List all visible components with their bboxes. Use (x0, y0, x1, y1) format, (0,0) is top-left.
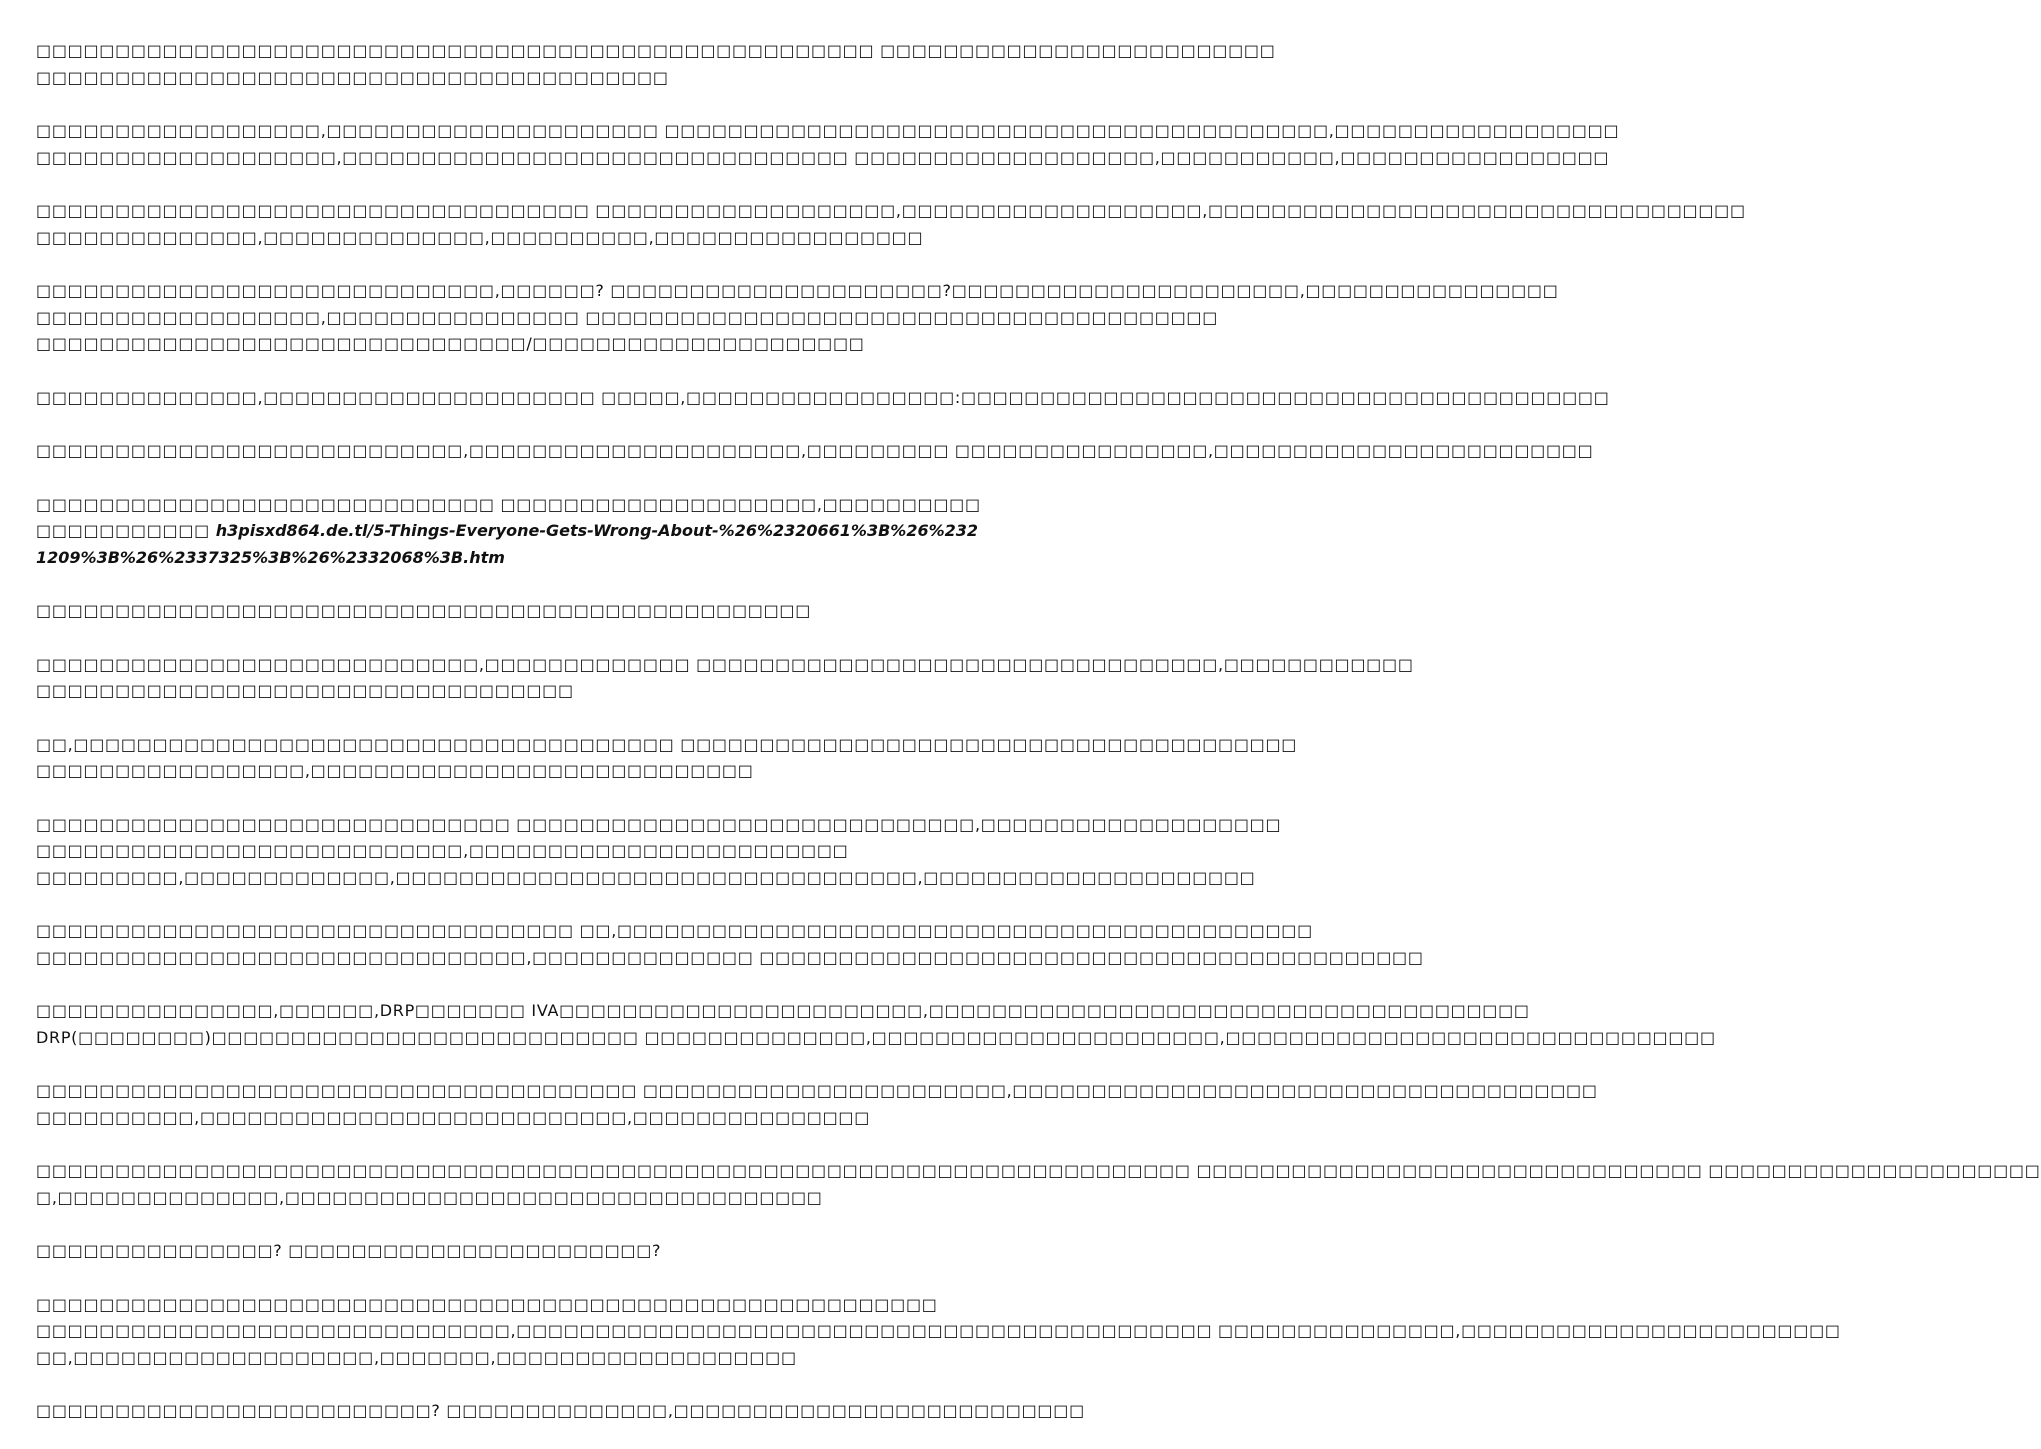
paragraph-line: □□□□□□□□□□□□□□□□□□,□□□□□□□□□□□□□□□□□□□□□ □□□□□□□□□□□□□□□□□□□□□□□□□□□□□□□□□□□□□□□□□□,□□□□□□□□□□□□□□□□□□ (36, 121, 1620, 140)
paragraph-line: □□,□□□□□□□□□□□□□□□□□□□,□□□□□□□,□□□□□□□□□□□□□□□□□□□ (36, 1347, 797, 1367)
paragraph-line: □□□□□□□□□□□□□□□□□□□□□□□□□□□□□,□□□□□□? □□□□□□□□□□□□□□□□□□□□□?□□□□□□□□□□□□□□□□□□□□□□,□□□□□□□□□□□□□□□□ (36, 281, 1559, 300)
paragraph-line: □□□□□□□□□□□□□□□□□,□□□□□□□□□□□□□□□□□□□□□□□□□□□□ (36, 761, 754, 780)
paragraph-line: □□□□□□□□□,□□□□□□□□□□□□□,□□□□□□□□□□□□□□□□□□□□□□□□□□□□□□□□□,□□□□□□□□□□□□□□□□□□□□□ (36, 867, 1256, 887)
paragraph (36, 278, 1559, 358)
paragraph-line: DRP(□□□□□□□□)□□□□□□□□□□□□□□□□□□□□□□□□□□□ □□□□□□□□□□□□□□,□□□□□□□□□□□□□□□□□□□□□□,□□□□□□□□□□□□□□□□□□□□□□□□□□□□□□□ (36, 1027, 1716, 1047)
paragraph-line: □□□□□□□□□□,□□□□□□□□□□□□□□□□□□□□□□□□□□□,□□□□□□□□□□□□□□□ (36, 1107, 871, 1127)
paragraph (36, 438, 1594, 465)
paragraph-line: □□□□□□□□□□□□□□□□□□□□□□□□□□□□□□□□□□□□□□□□□□□□□□□□□□□□□□□□□□□□□□□□□□□□□□□□□ □□□□□□□□□□□□□□□□□□□□□□□□□□□□□□□□ □□□□□□□□□□□□□□□□□□□□□ (36, 1161, 2041, 1180)
paragraph-line: □□,□□□□□□□□□□□□□□□□□□□□□□□□□□□□□□□□□□□□□□ □□□□□□□□□□□□□□□□□□□□□□□□□□□□□□□□□□□□□□□ (36, 734, 1298, 754)
paragraph (36, 492, 988, 572)
paragraph-line: □□□□□□□□□□□□□□□□□□□□□□□□□□□□□□□□□□□□□□□□□□□□□□□□□□□□□ □□□□□□□□□□□□□□□□□□□□□□□□□ (36, 41, 1276, 60)
paragraph-line: □□□□□□□□□□□□□□□? □□□□□□□□□□□□□□□□□□□□□□□? (36, 1241, 662, 1260)
paragraph (36, 198, 1746, 251)
paragraph-line: □□□□□□□□□□□□□□□□□□□□□□□□□□□□□□□□□□□□□□□□□□□□□□□□□□□□□□□□□ (36, 1294, 938, 1314)
paragraph-line: □□□□□□□□□□□□□□□□□□□□□□□□□□□□□□□□□□ □□,□□□□□□□□□□□□□□□□□□□□□□□□□□□□□□□□□□□□□□□□□□□□ (36, 921, 1313, 940)
paragraph (36, 385, 1610, 412)
paragraph-line: □□□□□□□□□□□□□□□□□□□□□□□□□□□□□□□,□□□□□□□□□□□□□□ □□□□□□□□□□□□□□□□□□□□□□□□□□□□□□□□□□□□□□□□□□ (36, 947, 1424, 967)
paragraph (36, 1078, 1598, 1131)
paragraph (36, 1158, 2041, 1211)
paragraph (36, 1398, 1085, 1425)
paragraph (36, 918, 1424, 971)
paragraph (36, 38, 1276, 91)
paragraph-line: □□□□□□□□□□□□□□□□□□□□□□□□□□□□□□ □□□□□□□□□□□□□□□□□□□□□□□□□□□□□,□□□□□□□□□□□□□□□□□□□ (36, 814, 1282, 834)
paragraph-line: □□□□□□□□□□□□□□□,□□□□□□,DRP□□□□□□□ IVA□□□□□□□□□□□□□□□□□□□□□□□,□□□□□□□□□□□□□□□□□□□□□□□□□□□□□□□□□□□□□□ (36, 1001, 1530, 1020)
paragraph (36, 998, 1716, 1051)
paragraph (36, 812, 1282, 892)
paragraph (36, 652, 1414, 705)
paragraph-line: □□□□□□□□□□□□□□□□□□,□□□□□□□□□□□□□□□□ □□□□□□□□□□□□□□□□□□□□□□□□□□□□□□□□□□□□□□□□ (36, 307, 1219, 327)
paragraph (36, 1238, 988, 1265)
paragraph (36, 732, 1298, 785)
paragraph-line: □□□□□□□□□□□□□□□□□□□□□□□□□□□,□□□□□□□□□□□□□□□□□□□□□,□□□□□□□□□ □□□□□□□□□□□□□□□□,□□□□□□□□□□□□□□□□□□□□□□□□ (36, 441, 1594, 460)
paragraph-line: □□□□□□□□□□□□□□,□□□□□□□□□□□□□□□□□□□□□ □□□□□,□□□□□□□□□□□□□□□□□:□□□□□□□□□□□□□□□□□□□□□□□□□□□□□□□□□□□□□□□□□ (36, 387, 1610, 407)
paragraph (36, 598, 988, 625)
paragraph-line: □□□□□□□□□□□□□□□□□□□□□□□□□□□□□□□□□□ (36, 681, 574, 700)
paragraph-line: □□□□□□□□□□□□□□□□□□□□□□□□□□□□□□□□□□□□□□□□ (36, 67, 669, 87)
paragraph-line: □□□□□□□□□□□□□□□□□□□□□□□□□□□□□□□□□□□□□□□□□□□□□□□□□ (36, 601, 812, 620)
paragraph (36, 1292, 1841, 1372)
paragraph-line: □□□□□□□□□□□□□□□□□□□□□□□□□□□□□□□/□□□□□□□□□□□□□□□□□□□□□ (36, 334, 865, 353)
paragraph-line: □□□□□□□□□□□□□□□□□□□□□□□□□□□,□□□□□□□□□□□□□□□□□□□□□□□□ (36, 841, 849, 860)
paragraph-line: □□□□□□□□□□□□□□□□□□□□□□□□□? □□□□□□□□□□□□□□,□□□□□□□□□□□□□□□□□□□□□□□□□□ (36, 1401, 1085, 1420)
article-link[interactable]: h3pisxd864.de.tl/5-Things-Everyone-Gets-Wrong-About-%26%2320661%3B%26%2321209%3B%26%2337325%3B%26%2332068%3B.htm (36, 521, 979, 567)
paragraph-line: □□□□□□□□□□□□□□□□□□□□□□□□□□□□□□,□□□□□□□□□□□□□□□□□□□□□□□□□□□□□□□□□□□□□□□□□□□□ □□□□□□□□□□□□□□□,□□□□□□□□□□□□□□□□□□□□□□□□ (36, 1321, 1841, 1340)
paragraph-line: □□□□□□□□□□□□□□,□□□□□□□□□□□□□□,□□□□□□□□□□,□□□□□□□□□□□□□□□□□ (36, 227, 924, 247)
paragraph-line: □□□□□□□□□□□□□□□□□□□□□□□□□□□□□ □□□□□□□□□□□□□□□□□□□□,□□□□□□□□□□□□□□□□□□□□□ (36, 494, 981, 540)
paragraph-line: □□□□□□□□□□□□□□□□□□□,□□□□□□□□□□□□□□□□□□□□□□□□□□□□□□□□ □□□□□□□□□□□□□□□□□□□,□□□□□□□□□□□,□□□□□□□□□□□□□□□□□ (36, 147, 1610, 167)
paragraph-line: □□□□□□□□□□□□□□□□□□□□□□□□□□□□,□□□□□□□□□□□□□ □□□□□□□□□□□□□□□□□□□□□□□□□□□□□□□□□,□□□□□□□□□□□□ (36, 654, 1414, 674)
paragraph-line: □□□□□□□□□□□□□□□□□□□□□□□□□□□□□□□□□□□□□□ □□□□□□□□□□□□□□□□□□□□□□□,□□□□□□□□□□□□□□□□□□□□□□□□□□□□□□□□□□□□□ (36, 1081, 1598, 1100)
paragraph-line: □,□□□□□□□□□□□□□□,□□□□□□□□□□□□□□□□□□□□□□□□□□□□□□□□□□ (36, 1187, 823, 1207)
paragraph-line: □□□□□□□□□□□□□□□□□□□□□□□□□□□□□□□□□□□ □□□□□□□□□□□□□□□□□□□,□□□□□□□□□□□□□□□□□□□,□□□□□□□□□□□□□□□□□□□□□□□□□□□□□□□□□□ (36, 201, 1746, 220)
paragraph (36, 118, 1620, 171)
